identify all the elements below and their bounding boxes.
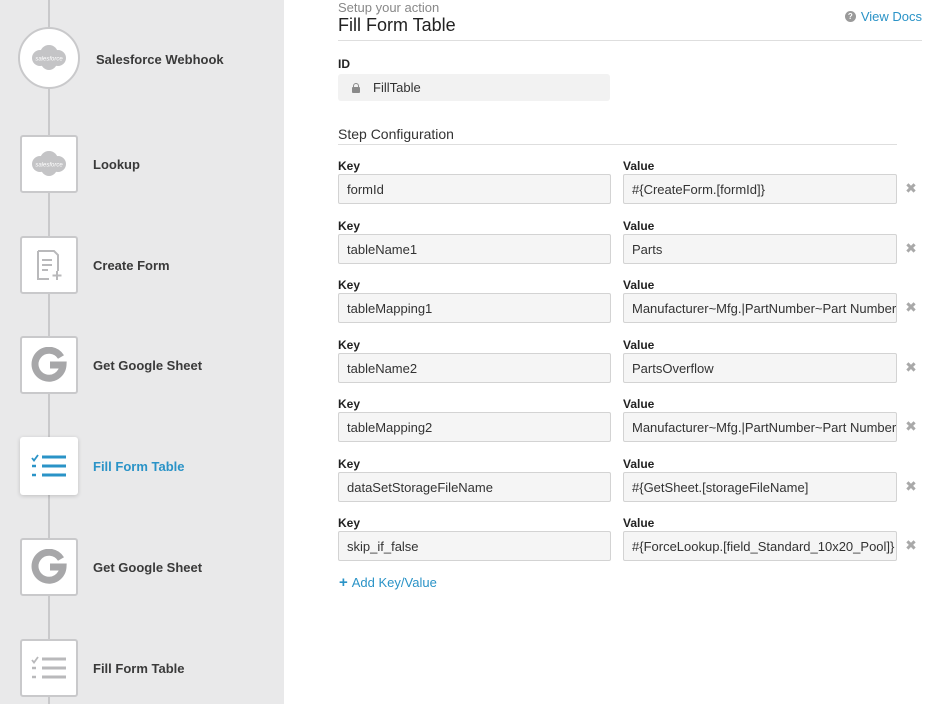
key-value-row (338, 457, 924, 512)
key-value-row (338, 278, 924, 333)
remove-row-icon[interactable]: ✖ (905, 359, 917, 375)
value-label: Value (623, 457, 655, 471)
workflow-step-label: Fill Form Table (93, 660, 185, 676)
header-divider (338, 40, 922, 41)
view-docs-link[interactable] (845, 9, 922, 24)
key-value-row (338, 516, 924, 571)
value-input[interactable]: Manufacturer~Mfg.|PartNumber~Part Number (623, 293, 897, 323)
add-key-value-button[interactable] (339, 575, 437, 590)
id-value: FillTable (373, 80, 421, 95)
key-value-row (338, 397, 924, 452)
value-label: Value (623, 338, 655, 352)
remove-row-icon[interactable]: ✖ (905, 537, 917, 553)
help-icon: ? (845, 11, 856, 22)
value-label: Value (623, 516, 655, 530)
key-label: Key (338, 457, 361, 471)
workflow-step[interactable] (0, 537, 284, 597)
workflow-step[interactable] (0, 29, 284, 89)
page-subtitle: Setup your action (338, 0, 440, 15)
key-value-row (338, 219, 924, 274)
id-label: ID (338, 57, 350, 71)
remove-row-icon[interactable]: ✖ (905, 180, 917, 196)
salesforce-badge-text: salesforce (35, 162, 63, 169)
workflow-step-label: Get Google Sheet (93, 357, 203, 373)
key-label: Key (338, 338, 361, 352)
key-label: Key (338, 397, 361, 411)
value-label: Value (623, 397, 655, 411)
remove-row-icon[interactable]: ✖ (905, 478, 917, 494)
key-value-row (338, 338, 924, 393)
workflow-sidebar (0, 0, 284, 704)
value-input[interactable]: PartsOverflow (623, 353, 897, 383)
workflow-step-label: Lookup (93, 156, 140, 172)
lock-icon (352, 83, 360, 93)
page-title: Fill Form Table (338, 15, 456, 35)
key-value-row (338, 159, 924, 214)
value-input[interactable]: #{CreateForm.[formId]} (623, 174, 897, 204)
value-label: Value (623, 219, 655, 233)
workflow-step-label: Create Form (93, 257, 170, 273)
key-label: Key (338, 159, 361, 173)
key-label: Key (338, 219, 361, 233)
key-input[interactable]: tableMapping1 (338, 293, 611, 323)
value-input[interactable]: Parts (623, 234, 897, 264)
remove-row-icon[interactable]: ✖ (905, 240, 917, 256)
value-label: Value (623, 159, 655, 173)
create-form-icon (20, 236, 78, 294)
workflow-step-label: Get Google Sheet (93, 559, 203, 575)
value-input[interactable]: #{ForceLookup.[field_Standard_10x20_Pool]} (623, 531, 897, 561)
key-input[interactable]: dataSetStorageFileName (338, 472, 611, 502)
workflow-step-label: Salesforce Webhook (96, 51, 224, 67)
salesforce-icon (18, 27, 80, 89)
remove-row-icon[interactable]: ✖ (905, 418, 917, 434)
workflow-step[interactable] (0, 134, 284, 194)
view-docs-label: View Docs (860, 9, 922, 24)
id-field (338, 74, 610, 101)
key-input[interactable]: skip_if_false (338, 531, 611, 561)
key-input[interactable]: tableName2 (338, 353, 611, 383)
value-input[interactable]: #{GetSheet.[storageFileName] (623, 472, 897, 502)
value-input[interactable]: Manufacturer~Mfg.|PartNumber~Part Number (623, 412, 897, 442)
config-divider (338, 144, 897, 145)
salesforce-badge-text: salesforce (35, 56, 63, 63)
action-setup-panel (338, 0, 924, 704)
salesforce-icon (20, 135, 78, 193)
workflow-step[interactable] (0, 638, 284, 698)
remove-row-icon[interactable]: ✖ (905, 299, 917, 315)
step-configuration-title: Step Configuration (338, 126, 454, 142)
add-key-value-label: Add Key/Value (351, 575, 437, 590)
key-input[interactable]: tableName1 (338, 234, 611, 264)
value-label: Value (623, 278, 655, 292)
checklist-icon (20, 639, 78, 697)
plus-icon: + (339, 574, 348, 591)
google-icon (20, 336, 78, 394)
workflow-step[interactable] (0, 235, 284, 295)
key-label: Key (338, 516, 361, 530)
workflow-step[interactable] (0, 335, 284, 395)
checklist-icon (20, 437, 78, 495)
google-icon (20, 538, 78, 596)
key-input[interactable]: tableMapping2 (338, 412, 611, 442)
workflow-step[interactable] (0, 436, 284, 496)
key-input[interactable]: formId (338, 174, 611, 204)
key-label: Key (338, 278, 361, 292)
workflow-step-label: Fill Form Table (93, 458, 185, 474)
